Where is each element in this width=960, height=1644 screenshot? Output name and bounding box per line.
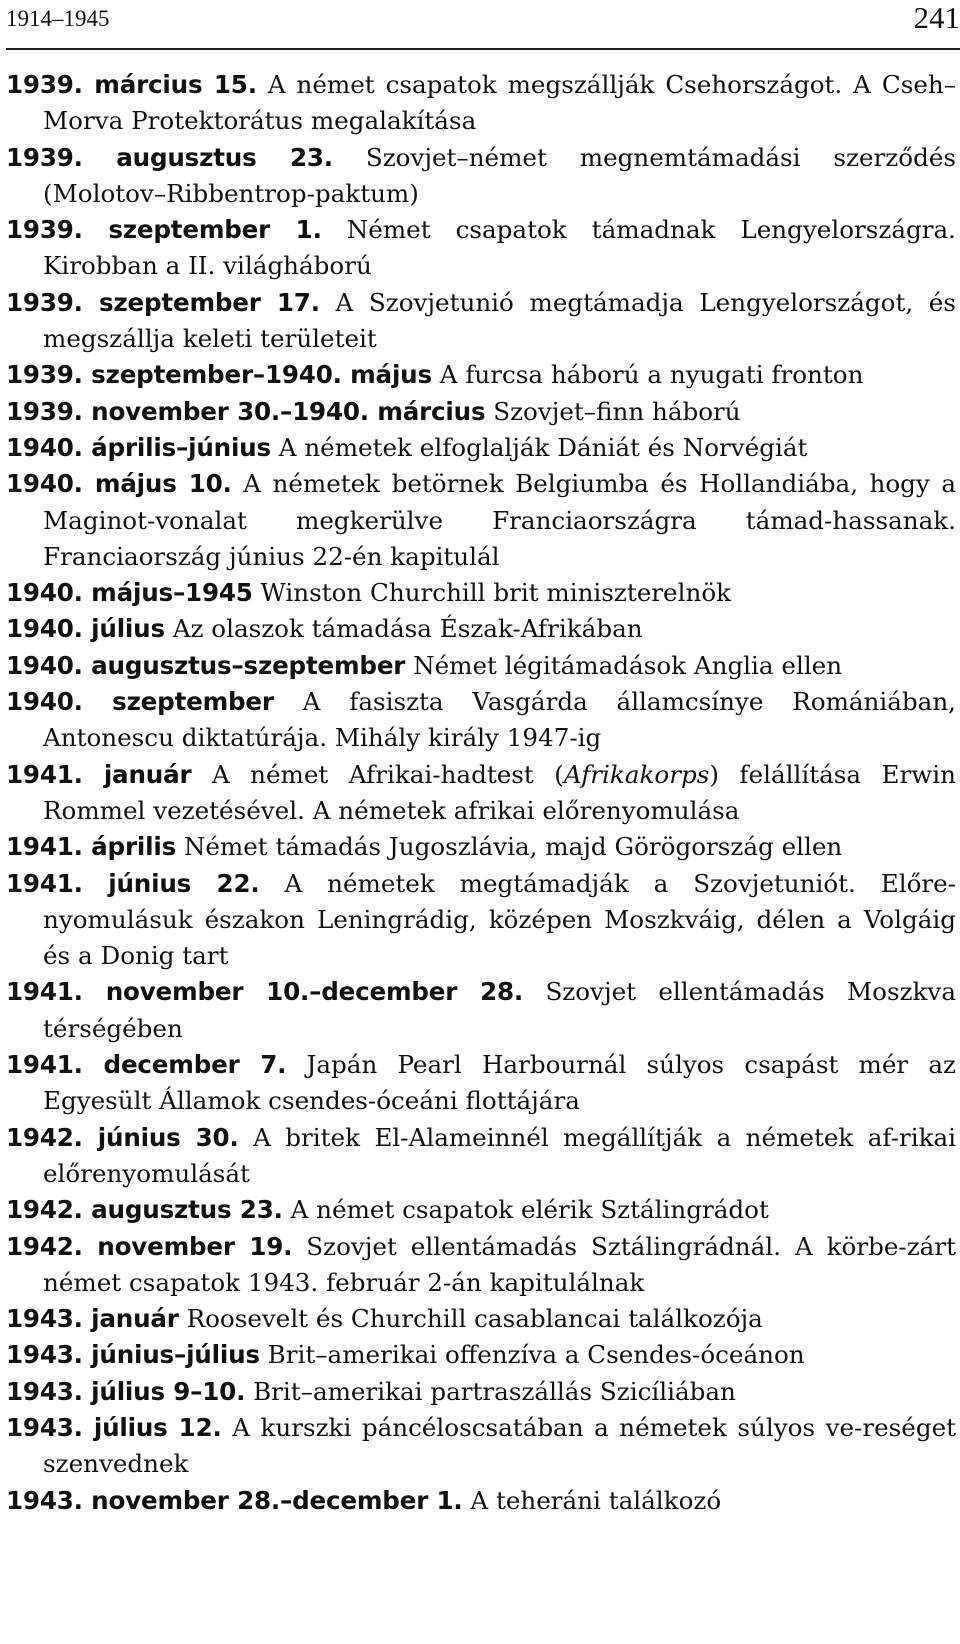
- entry-date: 1943. június–július: [6, 1340, 260, 1370]
- section-range: 1914–1945: [6, 6, 110, 31]
- entry-date: 1943. november 28.–december 1.: [6, 1485, 463, 1515]
- entry-date: 1940. május–1945: [6, 578, 253, 608]
- chronology-entry: [6, 611, 956, 647]
- chronology-entry: [6, 1301, 956, 1337]
- entry-event: Német támadás Jugoszlávia, majd Görögország ellen: [183, 832, 843, 862]
- entry-event: Szovjet–német megnemtámadási szerződés (Molotov–Ribbentrop-paktum): [43, 142, 956, 208]
- entry-event: Winston Churchill brit miniszterelnök: [260, 578, 732, 608]
- entry-event: A teheráni találkozó: [470, 1485, 722, 1515]
- chronology-entry: [6, 1047, 956, 1120]
- entry-event: Német légitámadások Anglia ellen: [413, 650, 843, 680]
- chronology-entry: [6, 1410, 956, 1483]
- entry-event: A német csapatok elérik Sztálingrádot: [290, 1195, 769, 1225]
- entry-date: 1939. szeptember 1.: [6, 215, 322, 245]
- chronology-entry: [6, 466, 956, 575]
- chronology-list: [6, 67, 956, 1519]
- chronology-entry: [6, 430, 956, 466]
- entry-event: A kurszki páncéloscsatában a németek súlyos ve-reséget szenvednek: [43, 1412, 957, 1479]
- entry-event-text: A német Afrikai-hadtest (: [211, 759, 564, 789]
- entry-event: Szovjet–finn háború: [493, 396, 741, 426]
- entry-date: 1939. szeptember–1940. május: [6, 360, 432, 390]
- entry-event: A britek El-Alameinnél megállítják a németek af-rikai előrenyomulását: [43, 1122, 957, 1188]
- entry-event-italic-term: Afrikakorps: [563, 759, 710, 789]
- entry-date: 1940. július: [6, 614, 165, 644]
- running-head: [6, 0, 960, 40]
- entry-date: 1940. május 10.: [6, 469, 232, 499]
- chronology-entry: [6, 212, 956, 285]
- entry-date: 1941. január: [6, 759, 192, 789]
- entry-event: Brit–amerikai partraszállás Szicíliában: [253, 1376, 736, 1406]
- chronology-entry: [6, 829, 956, 865]
- chronology-entry: [6, 1337, 956, 1373]
- entry-event-text: ) felállítása Erwin Rommel vezetésével. A németek afrikai előrenyomulása: [43, 759, 956, 825]
- chronology-entry: [6, 140, 956, 213]
- entry-event: Brit–amerikai offenzíva a Csendes-óceánon: [267, 1340, 805, 1370]
- chronology-entry: [6, 67, 956, 140]
- chronology-entry: [6, 285, 956, 358]
- entry-date: 1943. július 9–10.: [6, 1376, 246, 1406]
- chronology-entry: [6, 575, 956, 611]
- entry-date: 1941. november 10.–december 28.: [6, 977, 524, 1007]
- page-number: 241: [913, 0, 960, 35]
- entry-date: 1943. július 12.: [6, 1412, 222, 1442]
- entry-event: A furcsa háború a nyugati fronton: [439, 360, 864, 390]
- entry-date: 1940. április–június: [6, 432, 271, 462]
- entry-event: Szovjet ellentámadás Moszkva térségében: [43, 977, 956, 1043]
- entry-event: A németek betörnek Belgiumba és Hollandiába, hogy a Maginot-vonalat megkerülve Franciaországra támad-hassanak. Franciaország június 22-én kapitulál: [43, 469, 956, 571]
- entry-event: A Szovjetunió megtámadja Lengyelországot, és megszállja keleti területeit: [43, 287, 956, 354]
- chronology-entry: [6, 757, 956, 830]
- chronology-entry: [6, 1374, 956, 1410]
- chronology-entry: [6, 866, 956, 975]
- chronology-entry: [6, 648, 956, 684]
- entry-event: Roosevelt és Churchill casablancai találkozója: [186, 1304, 763, 1334]
- chronology-entry: [6, 974, 956, 1047]
- entry-event: A német csapatok megszállják Csehországot. A Cseh–Morva Protektorátus megalakítása: [43, 70, 957, 136]
- chronology-entry: [6, 1192, 956, 1228]
- entry-date: 1942. augusztus 23.: [6, 1195, 283, 1225]
- entry-date: 1942. június 30.: [6, 1122, 239, 1152]
- chronology-entry: [6, 684, 956, 757]
- entry-date: 1939. november 30.–1940. március: [6, 396, 486, 426]
- entry-date: 1942. november 19.: [6, 1231, 293, 1261]
- entry-event: A fasiszta Vasgárda államcsínye Romániában, Antonescu diktatúrája. Mihály király 1947-ig: [43, 687, 956, 753]
- entry-date: 1941. december 7.: [6, 1050, 287, 1080]
- entry-event: Szovjet ellentámadás Sztálingrádnál. A körbe-zárt német csapatok 1943. február 2-án kapitulálnak: [43, 1231, 956, 1297]
- entry-date: 1940. augusztus–szeptember: [6, 650, 406, 680]
- entry-date: 1939. szeptember 17.: [6, 287, 320, 317]
- entry-date: 1940. szeptember: [6, 687, 274, 717]
- chronology-entry: [6, 1229, 956, 1302]
- entry-event: A németek elfoglalják Dániát és Norvégiát: [278, 432, 808, 462]
- entry-event: Japán Pearl Harbournál súlyos csapást mér az Egyesült Államok csendes-óceáni flottájára: [43, 1050, 956, 1116]
- entry-event: A németek megtámadják a Szovjetuniót. Előre-nyomulásuk északon Leningrádig, középen Moszkváig, délen a Volgáig és a Donig tart: [43, 868, 956, 971]
- chronology-entry: [6, 357, 956, 393]
- entry-event: Az olaszok támadása Észak-Afrikában: [172, 614, 643, 644]
- entry-date: 1941. június 22.: [6, 868, 260, 898]
- chronology-entry: [6, 394, 956, 430]
- entry-date: 1939. március 15.: [6, 70, 257, 99]
- chronology-entry: [6, 1120, 956, 1193]
- chronology-entry: [6, 1483, 956, 1519]
- entry-event: Német csapatok támadnak Lengyelországra. Kirobban a II. világháború: [43, 215, 956, 281]
- entry-date: 1941. április: [6, 832, 177, 862]
- entry-date: 1943. január: [6, 1304, 179, 1334]
- header-rule: [6, 48, 960, 50]
- entry-date: 1939. augusztus 23.: [6, 142, 333, 172]
